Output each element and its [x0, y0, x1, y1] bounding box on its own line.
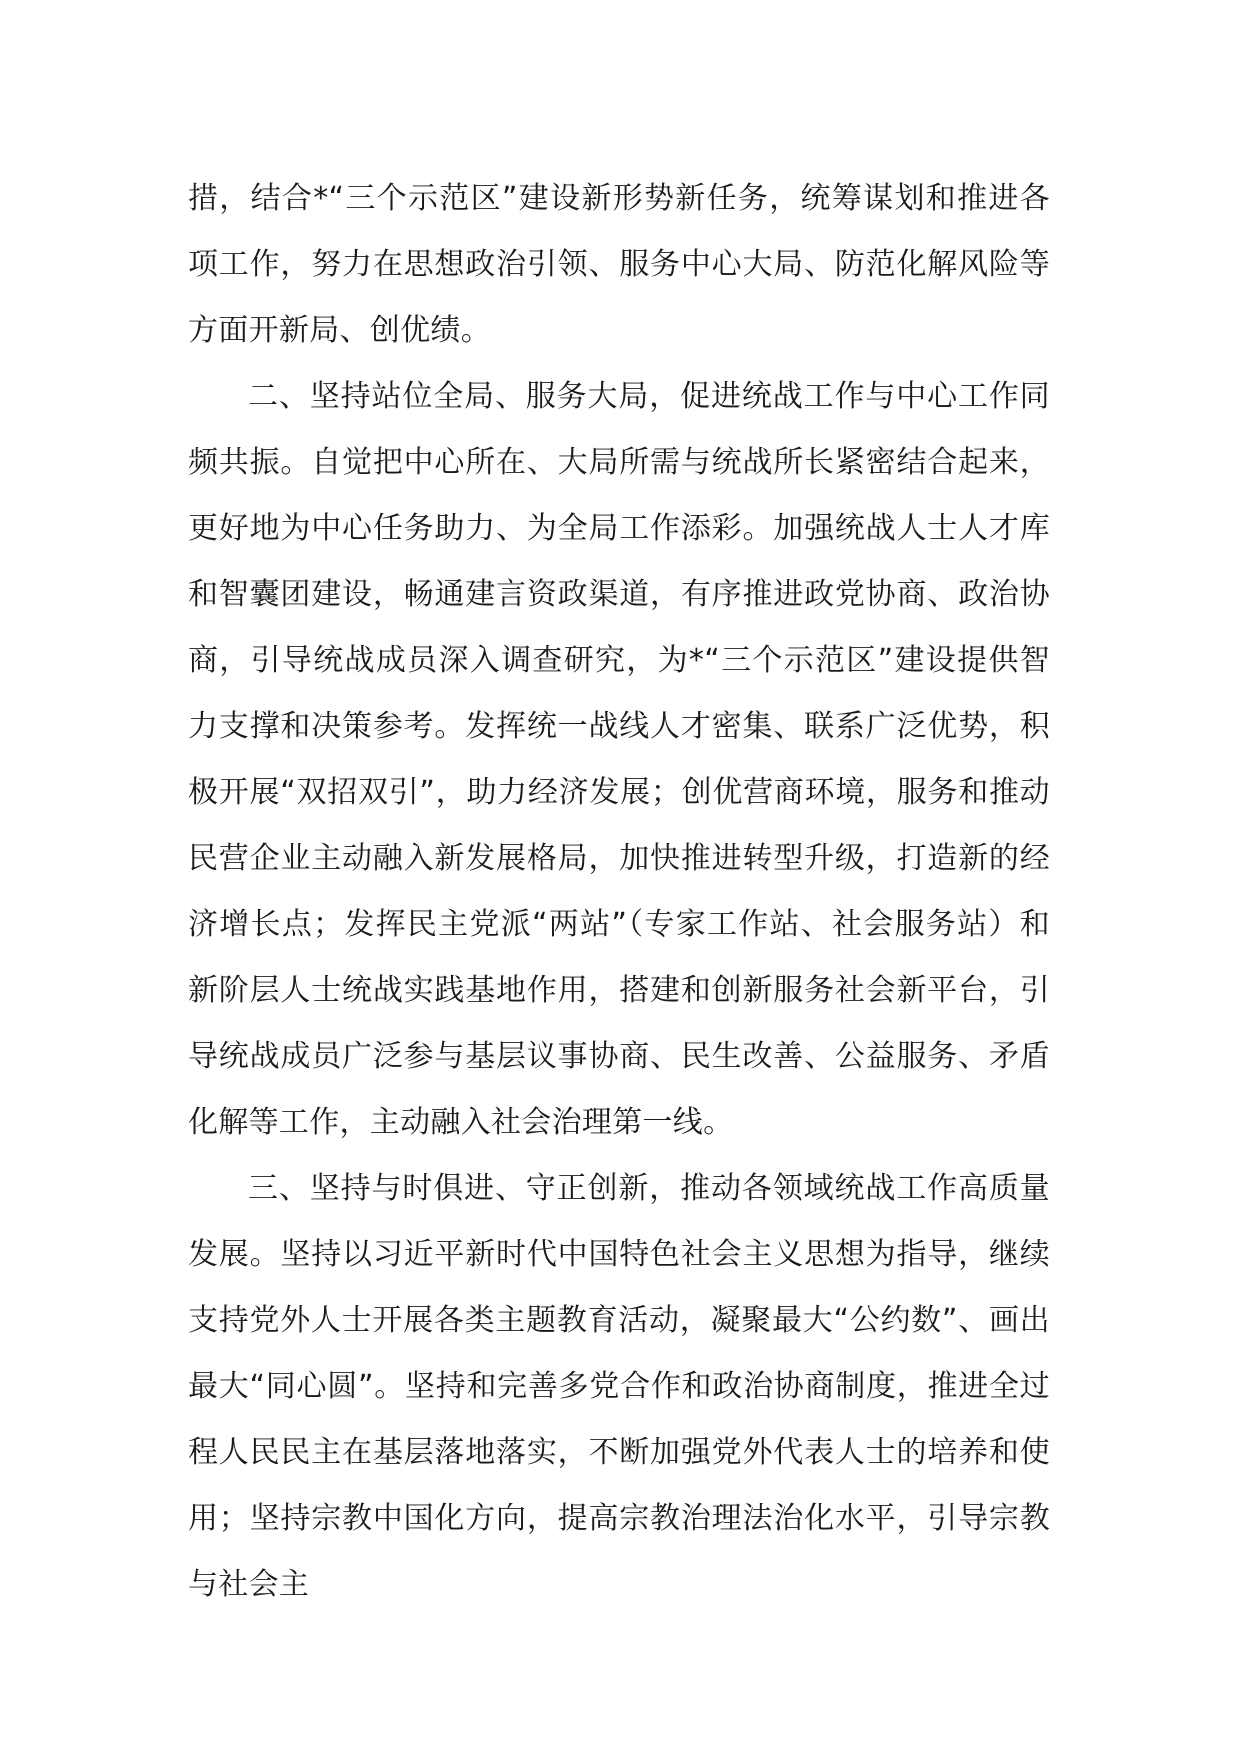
paragraph-section-three: 三、坚持与时俱进、守正创新，推动各领域统战工作高质量发展。坚持以习近平新时代中国特色社会主义思想为指导，继续支持党外人士开展各类主题教育活动，凝聚最大“公约数”、画出最大“同心圆”。坚持和完善多党合作和政治协商制度，推进全过程人民民主在基层落地落实，不断加强党外代表人士的培养和使用；坚持宗教中国化方向，提高宗教治理法治化水平，引导宗教与社会主: [188, 1171, 1050, 1602]
paragraph-section-two: 二、坚持站位全局、服务大局，促进统战工作与中心工作同频共振。自觉把中心所在、大局所需与统战所长紧密结合起来，更好地为中心任务助力、为全局工作添彩。加强统战人士人才库和智囊团建设，畅通建言资政渠道，有序推进政党协商、政治协商，引导统战成员深入调查研究，为*“三个示范区”建设提供智力支撑和决策参考。发挥统一战线人才密集、联系广泛优势，积极开展“双招双引”，助力经济发展；创优营商环境，服务和推动民营企业主动融入新发展格局，加快推进转型升级，打造新的经济增长点；发挥民主党派“两站”（专家工作站、社会服务站）和新阶层人士统战实践基地作用，搭建和创新服务社会新平台，引导统战成员广泛参与基层议事协商、民生改善、公益服务、矛盾化解等工作，主动融入社会治理第一线。: [188, 379, 1050, 1140]
paragraph-continuation: 措，结合*“三个示范区”建设新形势新任务，统筹谋划和推进各项工作，努力在思想政治引领、服务中心大局、防范化解风险等方面开新局、创优绩。: [188, 181, 1050, 348]
document-body: [188, 166, 1050, 1618]
